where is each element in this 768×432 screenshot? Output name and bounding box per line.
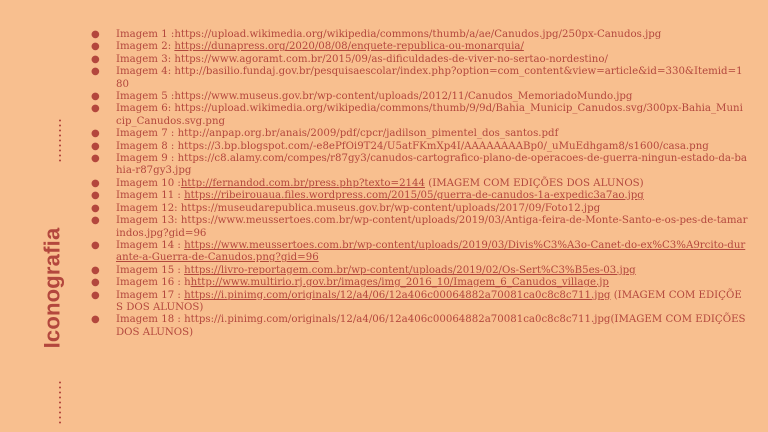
list-item (88, 41, 748, 53)
reference-list (88, 29, 748, 339)
bullet-icon: ● (91, 66, 100, 78)
reference-link[interactable]: https://livro-reportagem.com.br/wp-content/uploads/2019/02/Os-Sert%C3%B5es-03.jpg (184, 264, 636, 276)
reference-link[interactable]: http://www.multirio.rj.gov.br/images/img_2016_10/Imagem_6_Canudos_village.jp (190, 277, 609, 289)
list-item (88, 91, 748, 103)
list-item (88, 29, 748, 41)
item-text: Imagem 15 : (116, 264, 185, 276)
list-item (88, 54, 748, 66)
bullet-icon: ● (91, 103, 100, 115)
list-item (88, 153, 748, 178)
item-text: Imagem 12: https://museudarepublica.museus.gov.br/wp-content/uploads/2017/09/Foto12.jpg (116, 202, 601, 214)
list-item (88, 290, 748, 315)
bullet-icon: ● (91, 153, 100, 165)
item-text: Imagem 8 : https://3.bp.blogspot.com/-e8ePfOi9T24/U5atFKmXp4I/AAAAAAAABp0/_uMuEdhgam8/s1600/casa.png (116, 140, 709, 152)
bullet-icon: ● (91, 91, 100, 103)
list-item (88, 215, 748, 240)
reference-link[interactable]: http://fernandod.com.br/press.php?texto=2144 (180, 177, 425, 189)
bullet-icon: ● (91, 140, 100, 152)
bullet-icon: ● (91, 264, 100, 276)
bullet-icon: ● (91, 41, 100, 53)
bullet-icon: ● (91, 202, 100, 214)
bullet-icon: ● (91, 53, 100, 65)
dotted-divider-bottom (59, 380, 61, 426)
list-item (88, 203, 748, 215)
item-note: (IMAGEM COM EDIÇÕES DOS ALUNOS) (425, 177, 644, 189)
bullet-icon: ● (91, 314, 100, 326)
list-item (88, 178, 748, 190)
reference-link[interactable]: https://www.meussertoes.com.br/wp-content/uploads/2019/03/Divis%C3%A3o-Canet-do-ex%C3%A9rcito-durante-a-Guerra-de-Canudos.png?gid=96 (116, 239, 746, 264)
item-text: Imagem 18 : https://i.pinimg.com/originals/12/a4/06/12a406c00064882a70081ca0c8c8c711.jpg(IMAGEM COM EDIÇÕES DOS ALUNOS) (116, 314, 746, 338)
reference-link[interactable]: https://ribeirouaua.files.wordpress.com/2015/05/guerra-de-canudos-1a-expedic3a7ao.jpg (184, 190, 644, 202)
bullet-icon: ● (91, 277, 100, 289)
list-item (88, 128, 748, 140)
item-text: Imagem 9 : https://c8.alamy.com/compes/r87gy3/canudos-cartografico-plano-de-operacoes-de-guerra-ningun-estado-da-bahia-r87gy3.jpg (116, 153, 747, 177)
dotted-divider-top (59, 118, 61, 164)
item-text: Imagem 17 : (116, 289, 185, 301)
item-text: Imagem 4: http://basilio.fundaj.gov.br/pesquisaescolar/index.php?option=com_content&view=article&id=330&Itemid=180 (116, 66, 743, 90)
reference-link[interactable]: https://i.pinimg.com/originals/12/a4/06/12a406c00064882a70081ca0c8c8c711.jpg (184, 289, 611, 301)
item-text: Imagem 11 : (116, 190, 185, 202)
list-item (88, 103, 748, 128)
reference-link[interactable]: https://dunapress.org/2020/08/08/enquete-republica-ou-monarquia/ (174, 41, 524, 53)
item-text: Imagem 7 : http://anpap.org.br/anais/2009/pdf/cpcr/jadilson_pimentel_dos_santos.pdf (116, 128, 559, 140)
list-item (88, 277, 748, 289)
list-item (88, 265, 748, 277)
item-text: Imagem 14 : (116, 239, 185, 251)
item-text: Imagem 10 : (116, 177, 181, 189)
item-text: Imagem 13: https://www.meussertoes.com.br/wp-content/uploads/2019/03/Antiga-feira-de-Monte-Santo-e-os-pes-de-tamarindos.jpg?gid=96 (116, 215, 748, 239)
item-text: Imagem 5 :https://www.museus.gov.br/wp-content/uploads/2012/11/Canudos_MemoriadoMundo.jpg (116, 91, 633, 103)
list-item (88, 314, 748, 339)
bullet-icon: ● (91, 215, 100, 227)
item-text: Imagem 3: https://www.agoramt.com.br/2015/09/as-dificuldades-de-viver-no-sertao-nordestino/ (116, 53, 608, 65)
bullet-icon: ● (91, 128, 100, 140)
bullet-icon: ● (91, 177, 100, 189)
bullet-icon: ● (91, 239, 100, 251)
item-text: Imagem 6: https://upload.wikimedia.org/wikipedia/commons/thumb/9/9d/Bahia_Municip_Canudos.svg/300px-Bahia_Municip_Canudos.svg.png (116, 103, 743, 127)
bullet-icon: ● (91, 190, 100, 202)
sidebar (22, 118, 65, 349)
list-item (88, 141, 748, 153)
list-item (88, 66, 748, 91)
list-item (88, 190, 748, 202)
list-item (88, 240, 748, 265)
item-text: Imagem 2: (116, 41, 175, 53)
bullet-icon: ● (91, 29, 100, 40)
item-text: Imagem 1 :https://upload.wikimedia.org/wikipedia/commons/thumb/a/ae/Canudos.jpg/250px-Canudos.jpg (116, 29, 662, 40)
item-note: (IMAGEM COM EDIÇÕES DOS ALUNOS) (116, 289, 742, 313)
item-text: Imagem 16 : h (116, 277, 191, 289)
page-title: Iconografia (39, 227, 65, 349)
bullet-icon: ● (91, 289, 100, 301)
